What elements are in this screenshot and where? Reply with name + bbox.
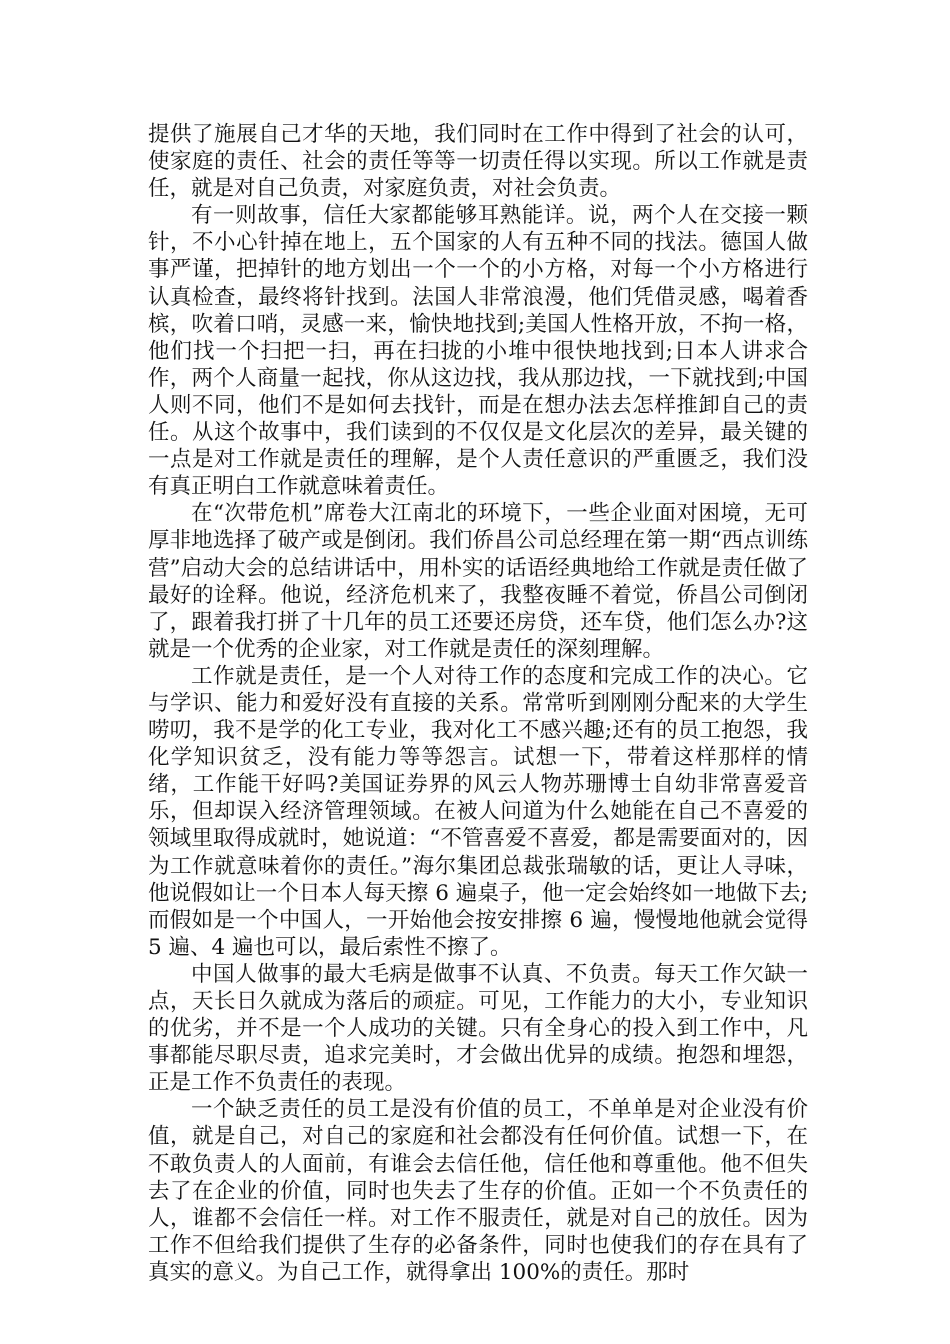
paragraph-3: 在“次带危机”席卷大江南北的环境下，一些企业面对困境，无可厚非地选择了破产或是倒闭。我们侨昌公司总经理在第一期“西点训练营”启动大会的总结讲话中，用朴实的话语经典地给工作就是责任做了最好的诠释。他说，经济危机来了，我整夜睡不着觉，侨昌公司倒闭了，跟着我打拼了十几年的员工还要还房贷，还车贷，他们怎么办?这就是一个优秀的企业家，对工作就是责任的深刻理解。 — [148, 501, 808, 662]
paragraph-1: 提供了施展自己才华的天地，我们同时在工作中得到了社会的认可，使家庭的责任、社会的责任等等一切责任得以实现。所以工作就是责任，就是对自己负责，对家庭负责，对社会负责。 — [148, 122, 808, 202]
paragraph-6: 一个缺乏责任的员工是没有价值的员工，不单单是对企业没有价值，就是自己，对自己的家庭和社会都没有任何价值。试想一下，在不敢负责人的人面前，有谁会去信任他，信任他和尊重他。他不但失去了在企业的价值，同时也失去了生存的价值。正如一个不负责任的人，谁都不会信任一样。对工作不服责任，就是对自己的放任。因为工作不但给我们提供了生存的必备条件，同时也使我们的存在具有了真实的意义。为自己工作，就得拿出 100%的责任。那时 — [148, 1097, 808, 1285]
paragraph-2: 有一则故事，信任大家都能够耳熟能详。说，两个人在交接一颗针，不小心针掉在地上，五个国家的人有五种不同的找法。德国人做事严谨，把掉针的地方划出一个一个的小方格，对每一个小方格进行认真检查，最终将针找到。法国人非常浪漫，他们凭借灵感，喝着香槟，吹着口哨，灵感一来，愉快地找到;美国人性格开放，不拘一格，他们找一个扫把一扫，再在扫拢的小堆中很快地找到;日本人讲求合作，两个人商量一起找，你从这边找，我从那边找，一下就找到;中国人则不同，他们不是如何去找针，而是在想办法去怎样推卸自己的责任。从这个故事中，我们读到的不仅仅是文化层次的差异，最关键的一点是对工作就是责任的理解，是个人责任意识的严重匮乏，我们没有真正明白工作就意味着责任。 — [148, 203, 808, 500]
paragraph-5: 中国人做事的最大毛病是做事不认真、不负责。每天工作欠缺一点，天长日久就成为落后的顽症。可见，工作能力的大小，专业知识的优劣，并不是一个人成功的关键。只有全身心的投入到工作中，凡事都能尽职尽责，追求完美时，才会做出优异的成绩。抱怨和埋怨，正是工作不负责任的表现。 — [148, 961, 808, 1096]
paragraph-4: 工作就是责任，是一个人对待工作的态度和完成工作的决心。它与学识、能力和爱好没有直接的关系。常常听到刚刚分配来的大学生唠叨，我不是学的化工专业，我对化工不感兴趣;还有的员工抱怨，我化学知识贫乏，没有能力等等怨言。试想一下，带着这样那样的情绪，工作能干好吗?美国证券界的风云人物苏珊博士自幼非常喜爱音乐，但却误入经济管理领域。在被人问道为什么她能在自己不喜爱的领域里取得成就时，她说道：“不管喜爱不喜爱，都是需要面对的，因为工作就意味着你的责任。”海尔集团总裁张瑞敏的话，更让人寻味，他说假如让一个日本人每天擦 6 遍桌子，他一定会始终如一地做下去;而假如是一个中国人，一开始他会按安排擦 6 遍，慢慢地他就会觉得 5 遍、4 遍也可以，最后索性不擦了。 — [148, 663, 808, 960]
document-body — [148, 121, 808, 1286]
